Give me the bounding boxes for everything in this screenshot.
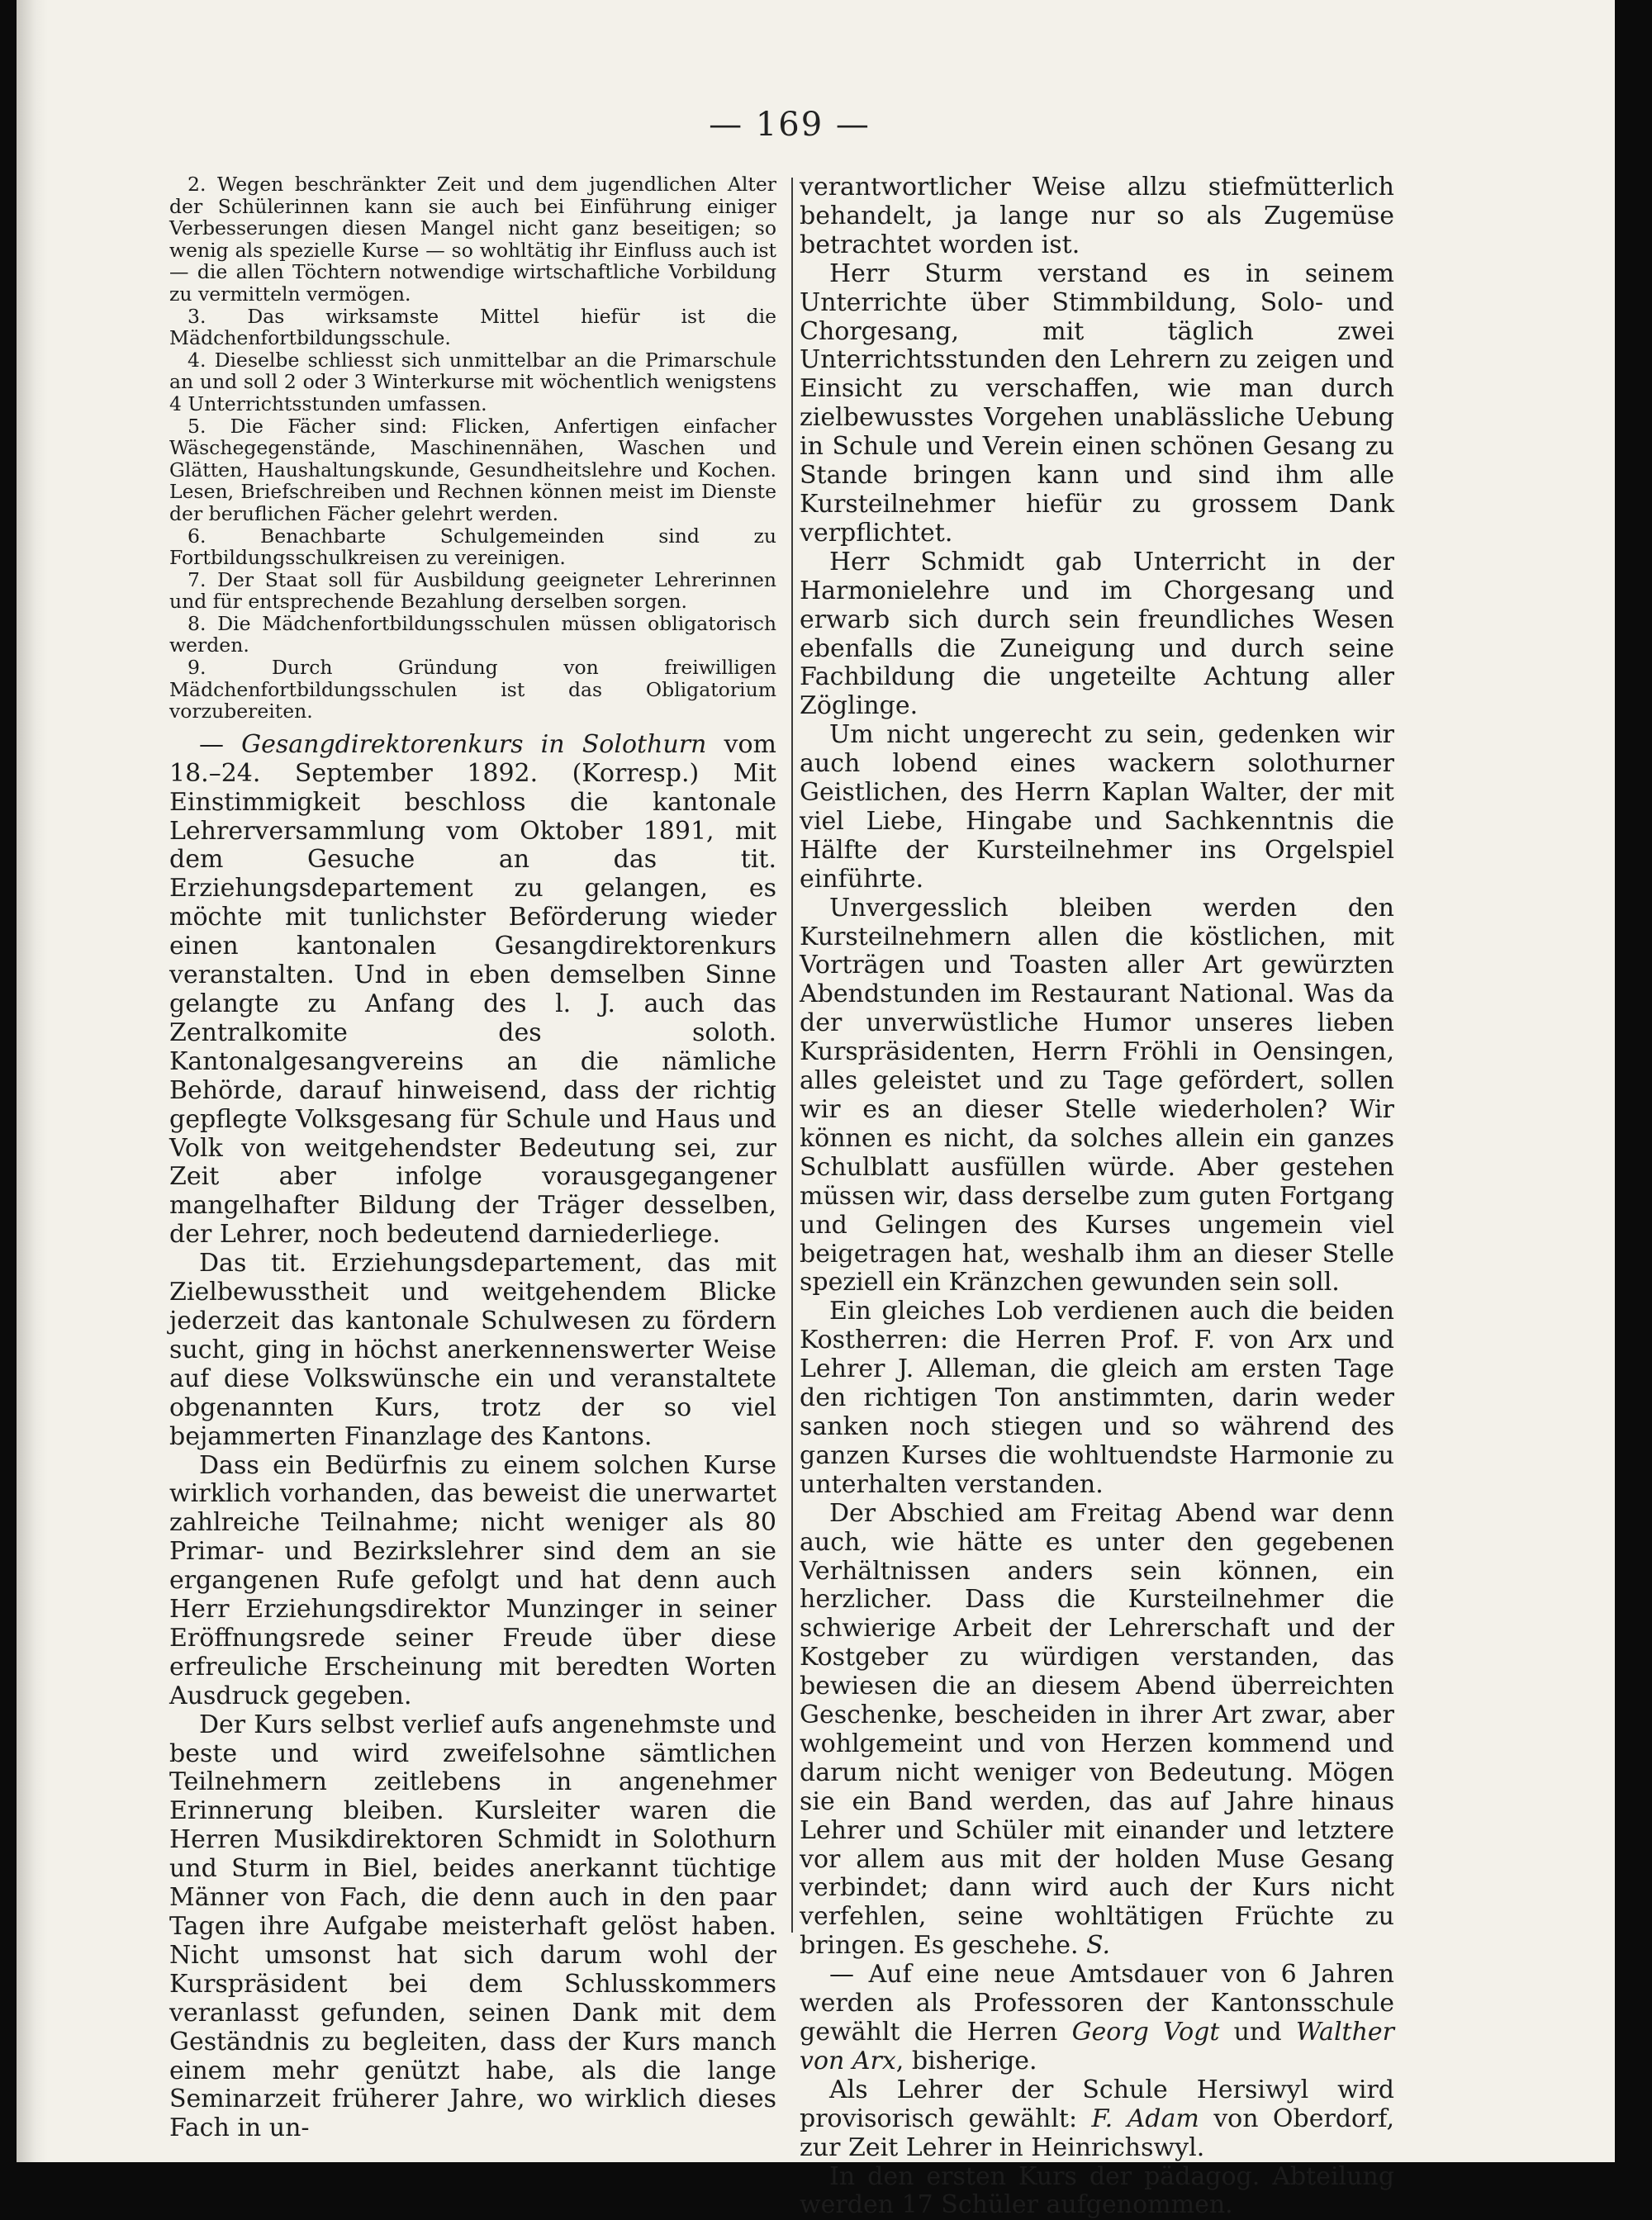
resolution-item: 9. Durch Gründung von freiwilligen Mädchenfortbildungsschulen ist das Obligatorium vorzubereiten. [169, 656, 776, 723]
resolution-item: 5. Die Fächer sind: Flicken, Anfertigen einfacher Wäschegegenstände, Maschinennähen, Waschen und Glätten, Haushaltungskunde, Gesundheitslehre und Kochen. Lesen, Briefschreiben und Rechnen können meist im Dienste der beruflichen Fächer gelehrt werden. [169, 414, 776, 525]
article-heading: Gesangdirektorenkurs in Solothurn [241, 729, 707, 759]
resolution-item: 3. Das wirksamste Mittel hiefür ist die Mädchenfortbildungsschule. [169, 304, 776, 350]
teacher-name: F. Adam [1091, 2104, 1199, 2133]
page-number: — 169 — [709, 106, 871, 144]
article-paragraph: Dass ein Bedürfnis zu einem solchen Kurse wirklich vorhanden, das beweist die unerwartet zahlreiche Teilnahme; nicht weniger als 80 Primar- und Bezirkslehrer sind dem an sie ergangenen Rufe gefolgt und hat denn auch Herr Erziehungsdirektor Munzinger in seiner Eröffnungsrede seiner Freude über diese erfreuliche Erscheinung mit beredten Worten Ausdruck gegeben. [169, 1450, 776, 1710]
resolution-item: 4. Dieselbe schliesst sich unmittelbar an die Primarschule an und soll 2 oder 3 Winterkurse mit wöchentlich wenigstens 4 Unterrichtsstunden umfassen. [169, 348, 776, 415]
resolution-item: 7. Der Staat soll für Ausbildung geeigneter Lehrerinnen und für entsprechende Bezahlung derselben sorgen. [169, 567, 776, 614]
professor-name: Walther von Arx [800, 2018, 1395, 2075]
article-paragraph: Ein gleiches Lob verdienen auch die beiden Kostherren: die Herren Prof. F. von Arx und Lehrer J. Alleman, die gleich am ersten Tage den richtigen Ton anstimmten, darin weder sanken noch stiegen und so während des ganzen Kurses die wohltuendste Harmonie zu unterhalten verstanden. [800, 1297, 1394, 1499]
admission-notice: In den ersten Kurs der pädagog. Abteilung werden 17 Schüler aufgenommen. [800, 2161, 1394, 2220]
article-paragraph: Herr Sturm verstand es in seinem Unterrichte über Stimmbildung, Solo- und Chorgesang, mit täglich zwei Unterrichtsstunden den Lehrern zu zeigen und Einsicht zu verschaffen, wie man durch zielbewusstes Vorgehen unablässliche Uebung in Schule und Verein einen schönen Gesang zu Stande bringen kann und sind ihm alle Kursteilnehmer hiefür zu grossem Dank verpflichtet. [800, 259, 1394, 548]
professor-name: Georg Vogt [1071, 2018, 1220, 2047]
article-paragraph: Das tit. Erziehungsdepartement, das mit Zielbewusstheit und weitgehendem Blicke jederzeit das kantonale Schulwesen zu fördern sucht, ging in höchst anerkennenswerter Weise auf diese Volkswünsche ein und veranstaltete obgenannten Kurs, trotz der so viel bejammerten Finanzlage des Kantons. [169, 1249, 776, 1451]
right-column [800, 173, 1394, 2220]
election-text: — Auf eine neue Amtsdauer von 6 Jahren werden als Professoren der Kantonsschule gewählt die Herren [800, 1960, 1394, 2047]
article-lead [169, 731, 776, 1250]
column-divider [791, 178, 793, 1933]
article-continuation: verantwortlicher Weise allzu stiefmütterlich behandelt, ja lange nur so als Zugemüse betrachtet worden ist. [800, 173, 1394, 259]
election-text: und [1219, 2018, 1296, 2047]
article-paragraph [800, 1500, 1394, 1961]
page-binding-edge [17, 0, 48, 2162]
resolution-item: 6. Benachbarte Schulgemeinden sind zu Fortbildungsschulkreisen zu vereinigen. [169, 524, 776, 570]
teacher-text: von Oberdorf, zur Zeit Lehrer in Heinrichswyl. [800, 2104, 1394, 2162]
article-paragraph: Herr Schmidt gab Unterricht in der Harmonielehre und im Chorgesang und erwarb sich durch sein freundliches Wesen ebenfalls die Zuneigung und durch seine Fachbildung die ungeteilte Achtung aller Zöglinge. [800, 547, 1394, 721]
teacher-notice [800, 2076, 1394, 2163]
left-column [169, 173, 776, 2143]
article-paragraph: Der Kurs selbst verlief aufs angenehmste und beste und wird zweifelsohne sämtlichen Teilnehmern zeitlebens in angenehmer Erinnerung bleiben. Kursleiter waren die Herren Musikdirektoren Schmidt in Solothurn und Sturm in Biel, beides anerkannt tüchtige Männer von Fach, die denn auch in den paar Tagen ihre Aufgabe meisterhaft gelöst haben. Nicht umsonst hat sich darum wohl der Kurspräsident bei dem Schlusskommers veranlasst gefunden, seinen Dank mit dem Geständnis zu begleiten, dass der Kurs manch einem mehr genützt habe, als die lange Seminarzeit früherer Jahre, wo wirklich dieses Fach in un- [169, 1710, 776, 2143]
resolution-item: 2. Wegen beschränkter Zeit und dem jugendlichen Alter der Schülerinnen kann sie auch bei Einführung einiger Verbesserungen diesen Mangel nicht ganz beseitigen; so wenig als spezielle Kurse — so wohltätig ihr Einfluss auch ist — die allen Töchtern notwendige wirtschaftliche Vorbildung zu vermitteln vermögen. [169, 173, 776, 306]
resolution-item: 8. Die Mädchenfortbildungsschulen müssen obligatorisch werden. [169, 611, 776, 657]
resolution-list [169, 173, 776, 723]
article-paragraph: Um nicht ungerecht zu sein, gedenken wir auch lobend eines wackern solothurner Geistlichen, des Herrn Kaplan Walter, der mit viel Liebe, Hingabe und Sachkenntnis die Hälfte der Kursteilnehmer ins Orgelspiel einführte. [800, 720, 1394, 894]
article-body [169, 731, 776, 2143]
teacher-text: Als Lehrer der Schule Hersiwyl wird provisorisch gewählt: [800, 2075, 1394, 2133]
election-text: , bisherige. [895, 2046, 1037, 2075]
author-signature: S. [1086, 1931, 1111, 1961]
farewell-text: Der Abschied am Freitag Abend war denn auch, wie hätte es unter den gegebenen Verhältnissen anders sein können, ein herzlicher. Dass die Kursteilnehmer die schwierige Arbeit der Lehrerschaft und der Kostgeber zu würdigen verstanden, das bewiesen die an diesem Abend überreichten Geschenke, bescheiden in ihrer Art zwar, aber wohlgemeint und von Herzen kommend und darum nicht weniger von Bedeutung. Mögen sie ein Band werden, das auf Jahre hinaus Lehrer und Schüler mit einander und letztere vor allem aus mit der holden Muse Gesang verbindet; dann wird auch der Kurs nicht verfehlen, seine wohltätigen Früchte zu bringen. Es geschehe. [800, 1498, 1394, 1961]
article-dash: — [199, 729, 242, 759]
article-paragraph: Unvergesslich bleiben werden den Kursteilnehmern allen die köstlichen, mit Vorträgen und Toasten aller Art gewürzten Abendstunden im Restaurant National. Was da der unverwüstliche Humor unseres lieben Kurspräsidenten, Herrn Fröhli in Oensingen, alles geleistet und zu Tage gefördert, sollen wir es an dieser Stelle wiederholen? Wir können es nicht, da solches allein ein ganzes Schulblatt ausfüllen würde. Aber gestehen müssen wir, dass derselbe zum guten Fortgang und Gelingen des Kurses ungemein viel beigetragen hat, weshalb ihm an dieser Stelle speziell ein Kränzchen gewunden sein soll. [800, 893, 1394, 1297]
election-notice [800, 1961, 1394, 2076]
article-lead-text: vom 18.–24. September 1892. (Korresp.) Mit Einstimmigkeit beschloss die kantonale Lehrerversammlung vom Oktober 1891, mit dem Gesuche an das tit. Erziehungsdepartement zu gelangen, es möchte mit tunlichster Beförderung wieder einen kantonalen Gesangdirektorenkurs veranstalten. Und in eben demselben Sinne gelangte zu Anfang des l. J. auch das Zentralkomite des soloth. Kantonalgesangvereins an die nämliche Behörde, darauf hinweisend, dass der richtig gepflegte Volksgesang für Schule und Haus und Volk von weitgehendster Bedeutung sei, zur Zeit aber infolge vorausgegangener mangelhafter Bildung der Träger desselben, der Lehrer, noch bedeutend darniederliege. [169, 729, 776, 1250]
